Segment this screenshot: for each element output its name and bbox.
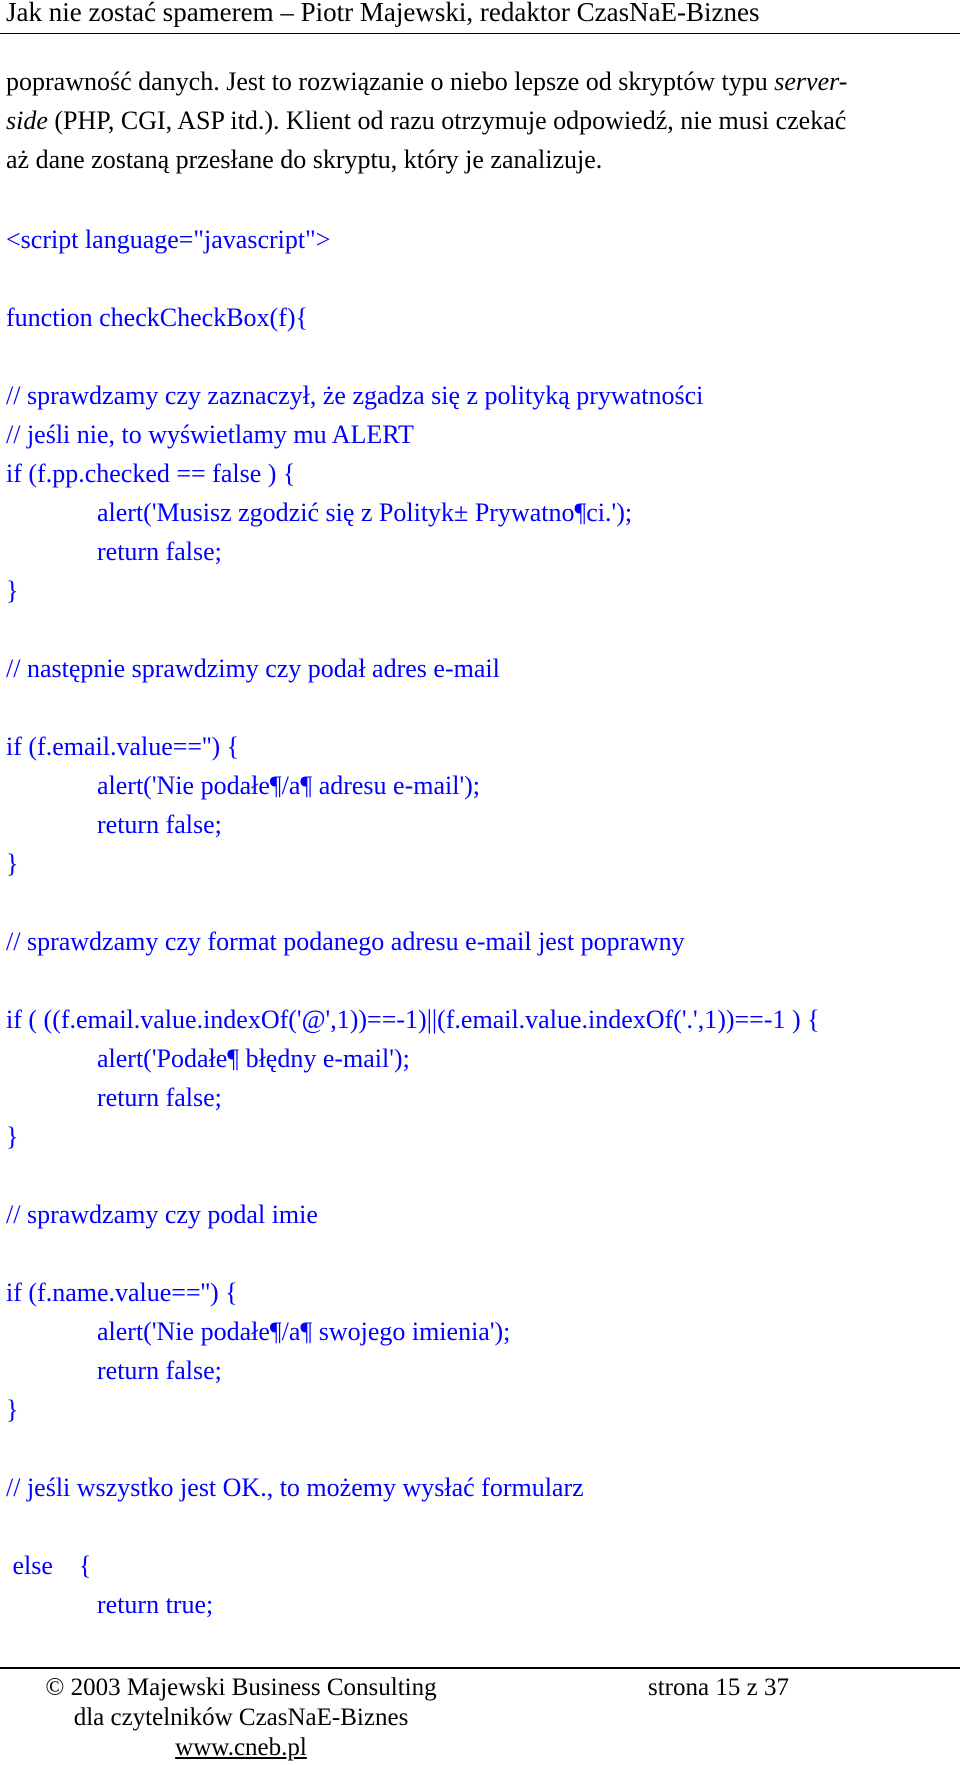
code-line: if ( ((f.email.value.indexOf('@',1))==-1)||(f.email.value.indexOf('.',1))==-1 ) {	[6, 1005, 820, 1034]
code-line: alert('Nie podałe¶/a¶ swojego imienia');	[97, 1317, 511, 1346]
code-line: alert('Nie podałe¶/a¶ adresu e-mail');	[97, 771, 481, 800]
code-line: }	[6, 1122, 19, 1151]
code-blank-line	[6, 1156, 946, 1195]
intro-text: poprawność danych. Jest to rozwiązanie o niebo lepsze od skryptów typu	[6, 67, 775, 96]
code-blank-line	[6, 1429, 946, 1468]
intro-text: aż dane zostaną przesłane do skryptu, który je zanalizuje.	[6, 145, 603, 174]
code-blank-line	[6, 1234, 946, 1273]
code-blank-line	[6, 961, 946, 1000]
code-line: return false;	[97, 1083, 222, 1112]
code-line: function checkCheckBox(f){	[6, 303, 308, 332]
code-line: alert('Musisz zgodzić się z Polityk± Prywatno¶ci.');	[97, 498, 633, 527]
code-line: if (f.name.value=='') {	[6, 1278, 238, 1307]
footer-readers: dla czytelników CzasNaE-Biznes	[73, 1704, 409, 1731]
code-line: return false;	[97, 1356, 222, 1385]
code-line: return false;	[97, 810, 222, 839]
footer-website-link[interactable]: www.cneb.pl	[175, 1734, 307, 1761]
intro-text: (PHP, CGI, ASP itd.). Klient od razu otrzymuje odpowiedź, nie musi czekać	[47, 106, 847, 135]
code-blank-line	[6, 610, 946, 649]
intro-line	[6, 101, 946, 140]
code-listing	[6, 220, 946, 1624]
code-line: }	[6, 1395, 19, 1424]
code-comment: // jeśli nie, to wyświetlamy mu ALERT	[6, 420, 414, 449]
code-blank-line	[6, 337, 946, 376]
code-comment: // sprawdzamy czy podal imie	[6, 1200, 318, 1229]
intro-italic-term: server-	[774, 67, 848, 96]
code-line: }	[6, 576, 19, 605]
code-line: if (f.email.value=='') {	[6, 732, 240, 761]
code-blank-line	[6, 883, 946, 922]
header-title: Jak nie zostać spamerem – Piotr Majewski, redaktor CzasNaE-Biznes	[6, 0, 760, 27]
intro-italic-term: side	[6, 106, 48, 135]
page-header	[0, 0, 960, 32]
intro-line	[6, 62, 946, 101]
code-line: alert('Podałe¶ błędny e-mail');	[97, 1044, 410, 1073]
footer-copyright: © 2003 Majewski Business Consulting	[45, 1674, 437, 1701]
code-line: return true;	[97, 1590, 214, 1619]
code-blank-line	[6, 259, 946, 298]
code-blank-line	[6, 1507, 946, 1546]
code-comment: // następnie sprawdzimy czy podał adres e-mail	[6, 654, 500, 683]
intro-paragraph	[6, 62, 946, 179]
code-line: }	[6, 849, 19, 878]
code-comment: // jeśli wszystko jest OK., to możemy wysłać formularz	[6, 1473, 584, 1502]
code-line: else {	[6, 1551, 92, 1580]
code-comment: // sprawdzamy czy zaznaczył, że zgadza się z polityką prywatności	[6, 381, 704, 410]
footer-divider	[0, 1667, 960, 1669]
code-blank-line	[6, 688, 946, 727]
page-number: strona 15 z 37	[648, 1674, 789, 1701]
code-line: <script language="javascript">	[6, 225, 331, 254]
code-line: if (f.pp.checked == false ) {	[6, 459, 296, 488]
code-comment: // sprawdzamy czy format podanego adresu e-mail jest poprawny	[6, 927, 685, 956]
footer-credits	[36, 1673, 446, 1763]
header-divider	[0, 33, 960, 34]
intro-line	[6, 140, 946, 179]
code-line: return false;	[97, 537, 222, 566]
